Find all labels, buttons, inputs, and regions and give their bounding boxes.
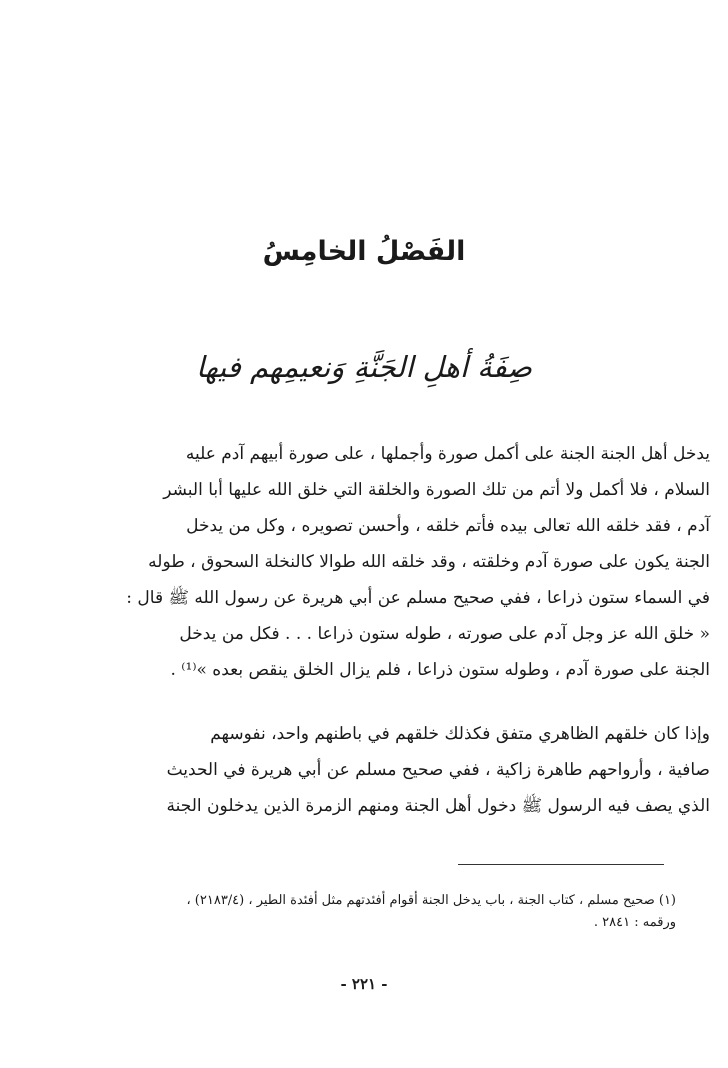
text-line: « خلق الله عز وجل آدم على صورته ، طوله ستون ذراعا . . . فكل من يدخل (179, 624, 710, 644)
text-line: آدم ، فقد خلقه الله تعالى بيده فأتم خلقه ، وأحسن تصويره ، وكل من يدخل (186, 516, 710, 536)
text-line: صافية ، وأرواحهم طاهرة زاكية ، ففي صحيح مسلم عن أبي هريرة في الحديث (166, 760, 710, 780)
text-line: الذي يصف فيه الرسول ﷺ دخول أهل الجنة ومنهم الزمرة الذين يدخلون الجنة (166, 796, 710, 816)
text-line: السلام ، فلا أكمل ولا أتم من تلك الصورة والخلقة التي خلق الله عليها أبا البشر (163, 480, 710, 500)
text-line: الجنة يكون على صورة آدم وخلقته ، وقد خلقه الله طوالا كالنخلة السحوق ، طوله (148, 552, 710, 572)
paragraph-2 (100, 716, 710, 824)
footnotes (100, 890, 676, 934)
page-number: - ٢٢١ - (340, 975, 388, 993)
section-heading: صِفَةُ أهلِ الجَنَّةِ وَنعيمِهم فيها (195, 350, 532, 384)
footnote-line: (١) صحيح مسلم ، كتاب الجنة ، باب يدخل الجنة أقوام أفئدتهم مثل أفئدة الطير ، (٢١٨٣/٤) ، (186, 893, 676, 908)
footnote-divider (458, 864, 664, 865)
text-line: في السماء ستون ذراعا ، ففي صحيح مسلم عن أبي هريرة عن رسول الله ﷺ قال : (126, 588, 710, 608)
text-line: يدخل أهل الجنة الجنة على أكمل صورة وأجملها ، على صورة أبيهم آدم عليه (185, 444, 710, 464)
paragraph-1 (100, 436, 710, 688)
footnote-line: ورقمه : ٢٨٤١ . (593, 915, 676, 930)
text-line: وإذا كان خلقهم الظاهري متفق فكذلك خلقهم في باطنهم واحد، نفوسهم (210, 724, 710, 744)
text-line: الجنة على صورة آدم ، وطوله ستون ذراعا ، فلم يزال الخلق ينقص بعده »⁽¹⁾ . (170, 660, 710, 680)
chapter-heading: الفَصْلُ الخامِسُ (262, 236, 466, 267)
